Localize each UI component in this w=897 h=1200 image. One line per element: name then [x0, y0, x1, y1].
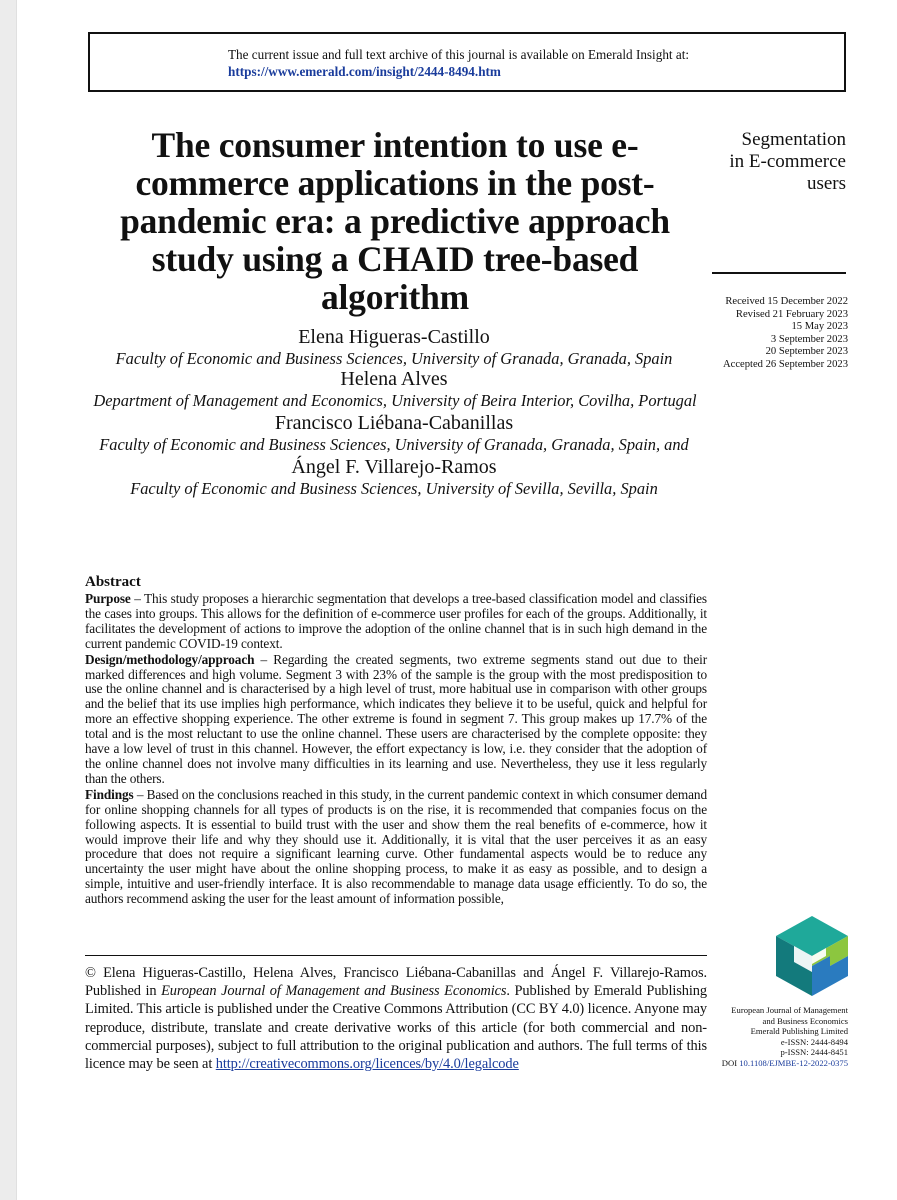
author-name: Francisco Liébana-Cabanillas: [274, 412, 514, 434]
abstract: [85, 573, 707, 908]
abstract-design: [85, 653, 707, 787]
emerald-journal-logo-icon: [776, 916, 848, 996]
section-label: Design/methodology/approach: [85, 651, 255, 667]
date-line: 3 September 2023: [770, 333, 848, 345]
section-text: – This study proposes a hierarchic segmentation that develops a tree-based classification model and classifies the cases into groups. This allows for the definition of e-commerce user profiles for each of the groups. Additionally, it facilitates the development of actions to improve the adoption of the online channel that is in such high demand in the current pandemic COVID-19 context.: [85, 591, 707, 651]
page-edge: [0, 0, 17, 1200]
article-title: The consumer intention to use e-commerce applications in the post-pandemic era: a predictive approach study using a CHAID tree-based algorithm: [120, 125, 670, 317]
doi-link[interactable]: 10.1108/EJMBE-12-2022-0375: [739, 1057, 848, 1068]
author-name: Elena Higueras-Castillo: [298, 326, 490, 348]
abstract-findings: [85, 788, 707, 907]
section-text: – Based on the conclusions reached in this study, in the current pandemic context in which consumer demand for online shopping channels for all types of products is on the rise, it is recommended that companies focus on the following aspects. It is essential to build trust with the user and show them the real benefits of e-commerce, how it would improve their life and why they should use it. Additionally, it is vital that the user perceives it as an easy procedure that does not require a significant learning curve. Other fundamental aspects would be to reduce any uncertainty the user might have about the online shopping process, to make it as easy as possible, and to design a simple, intuitive and user-friendly interface. It is also recommendable to manage data usage efficiently. To do so, the authors recommend asking the user for the least amount of information possible,: [85, 786, 707, 907]
section-text: – Regarding the created segments, two extreme segments stand out due to their marked differences and high volume. Segment 3 with 23% of the sample is the group with the most predisposition to use the online channel and is characterised by a high level of trust, more habitual use in comparison with other groups and the belief that its use implies high performance, which indicates they believe it to be useful, quick and helpful for more an effective shopping experience. The other extreme is found in segment 7. This group makes up 17.7% of the total and is the most reluctant to use the online channel. These users are characterised by the complete opposite: they have a low level of trust in this channel. However, the effort expectancy is low, i.e. they consider that the adoption of the online channel does not involve many difficulties in its learning and use. Nevertheless, they use it less regularly than the others.: [85, 651, 707, 786]
date-line: Received 15 December 2022: [725, 296, 848, 307]
journal-info-line: e-ISSN: 2444-8494: [780, 1036, 848, 1047]
journal-info-line: European Journal of Management: [731, 1005, 848, 1015]
journal-info-line: p-ISSN: 2444-8451: [780, 1047, 848, 1058]
access-notice: [228, 46, 689, 80]
journal-info-line: and Business Economics: [762, 1015, 848, 1026]
section-label: Purpose: [85, 591, 131, 606]
running-head-line: users: [806, 173, 846, 194]
license-text: © Elena Higueras-Castillo, Helena Alves, Francisco Liébana-Cabanillas and Ángel F. Villarejo-Ramos. Published in: [85, 965, 707, 1000]
abstract-purpose: [85, 592, 707, 652]
author-list: [84, 326, 704, 498]
license-link[interactable]: http://creativecommons.org/licences/by/4.0/legalcode: [215, 1056, 519, 1073]
doi-line: [700, 1058, 848, 1069]
author-affiliation: Department of Management and Economics, University of Beira Interior, Covilha, Portugal: [93, 391, 697, 410]
date-line: Accepted 26 September 2023: [722, 358, 848, 370]
abstract-heading: Abstract: [85, 574, 141, 590]
running-head-line: in E-commerce: [729, 151, 846, 172]
journal-archive-link[interactable]: https://www.emerald.com/insight/2444-8494.htm: [228, 64, 501, 79]
author-affiliation: Faculty of Economic and Business Sciences, University of Sevilla, Sevilla, Spain: [130, 479, 658, 498]
journal-info-line: Emerald Publishing Limited: [750, 1026, 848, 1037]
date-line: 20 September 2023: [765, 346, 848, 358]
doi-label: DOI: [721, 1057, 740, 1068]
license-notice: [85, 964, 707, 1073]
submission-dates: [700, 296, 848, 372]
author-affiliation: Faculty of Economic and Business Sciences, University of Granada, Granada, Spain: [115, 349, 673, 368]
author-affiliation: Faculty of Economic and Business Sciences, University of Granada, Granada, Spain, and: [99, 435, 689, 454]
journal-info: [700, 1005, 848, 1069]
date-line: Revised 21 February 2023: [735, 308, 848, 320]
journal-name: European Journal of Management and Business Economics: [161, 983, 507, 1000]
access-notice-text: The current issue and full text archive of this journal is available on Emerald Insight at:: [228, 47, 690, 62]
author-name: Helena Alves: [340, 368, 448, 390]
license-text: . Published by Emerald Publishing Limited. This article is published under the Creative Commons Attribution (CC BY 4.0) licence. Anyone may reproduce, distribute, translate and create derivative works of this article (for both commercial and non-commercial purposes), subject to full attribution to the original publication and authors. The full terms of this licence may be seen at: [85, 983, 707, 1073]
side-divider: [712, 272, 846, 274]
footnote-divider: [85, 955, 707, 956]
access-notice-box: [88, 32, 846, 92]
running-head-line: Segmentation: [741, 129, 846, 150]
author-name: Ángel F. Villarejo-Ramos: [291, 456, 497, 478]
date-line: 15 May 2023: [791, 321, 848, 333]
running-head: [712, 129, 846, 195]
section-label: Findings: [85, 786, 134, 802]
